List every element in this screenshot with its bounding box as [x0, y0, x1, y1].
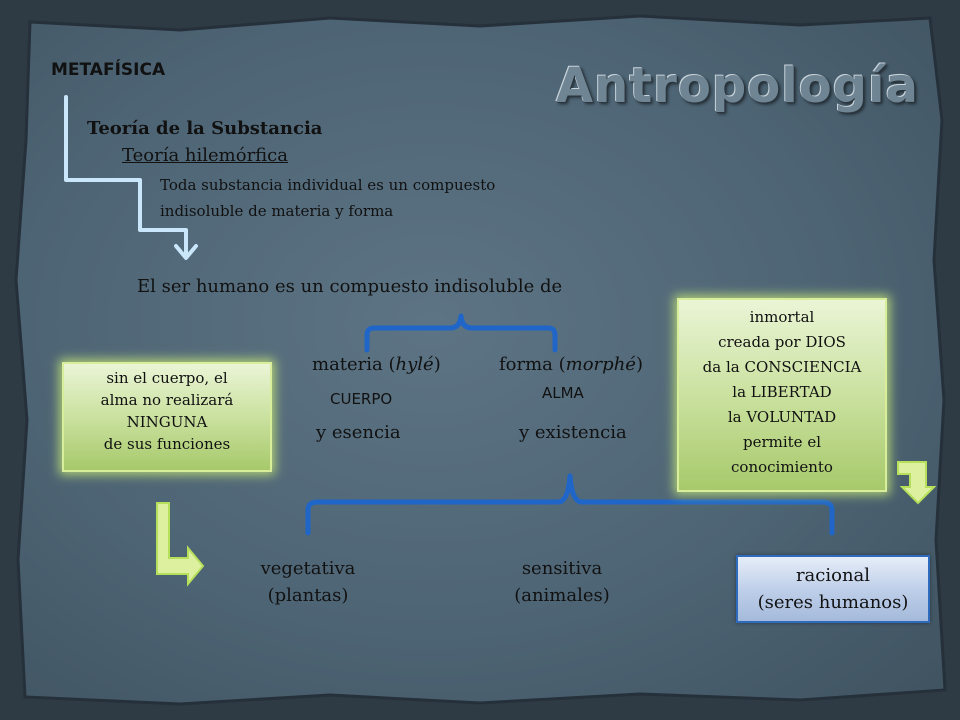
box-line: creada por DIOS	[718, 333, 846, 351]
box-line: de sus funciones	[103, 435, 231, 453]
box-line: inmortal	[749, 308, 815, 326]
box-line: da la CONSCIENCIA	[702, 358, 862, 376]
definicion-line-2: indisoluble de materia y forma	[160, 202, 394, 220]
forma-label: forma (morphé)	[499, 354, 643, 375]
box-line: permite el	[742, 433, 822, 451]
kind-example: (animales)	[514, 585, 610, 606]
ser-humano-statement: El ser humano es un compuesto indisoluble de	[137, 276, 563, 297]
sensitiva-soul	[482, 555, 642, 609]
curly-brace-icon	[367, 316, 555, 350]
kind-example: (seres humanos)	[757, 592, 909, 613]
materia-label: materia (hylé)	[312, 354, 441, 375]
alma-label: ALMA	[542, 384, 584, 402]
metafisica-label: METAFÍSICA	[51, 60, 166, 80]
box-line: NINGUNA	[126, 413, 208, 431]
cuerpo-label: CUERPO	[330, 390, 393, 408]
kind-example: (plantas)	[267, 585, 349, 606]
box-line: sin el cuerpo, el	[106, 369, 228, 387]
racional-soul-box	[736, 555, 930, 623]
teoria-substancia-label: Teoría de la Substancia	[87, 118, 323, 139]
box-line: la VOLUNTAD	[727, 408, 837, 426]
definicion-line-1: Toda substancia individual es un compuesto	[160, 176, 496, 194]
box-line: alma no realizará	[100, 391, 234, 409]
vegetativa-soul	[228, 555, 388, 609]
esencia-label: y esencia	[316, 422, 401, 443]
kind-name: sensitiva	[521, 558, 603, 579]
slide-title: Antropología	[556, 58, 919, 114]
existencia-label: y existencia	[519, 422, 627, 443]
kind-name: vegetativa	[260, 558, 356, 579]
teoria-hilemorfica-label: Teoría hilemórfica	[122, 145, 288, 166]
box-line: la LIBERTAD	[732, 383, 832, 401]
soul-properties-box	[677, 298, 887, 492]
kind-name: racional	[795, 565, 871, 586]
box-line: conocimiento	[731, 458, 833, 476]
body-dependence-box	[62, 362, 272, 472]
